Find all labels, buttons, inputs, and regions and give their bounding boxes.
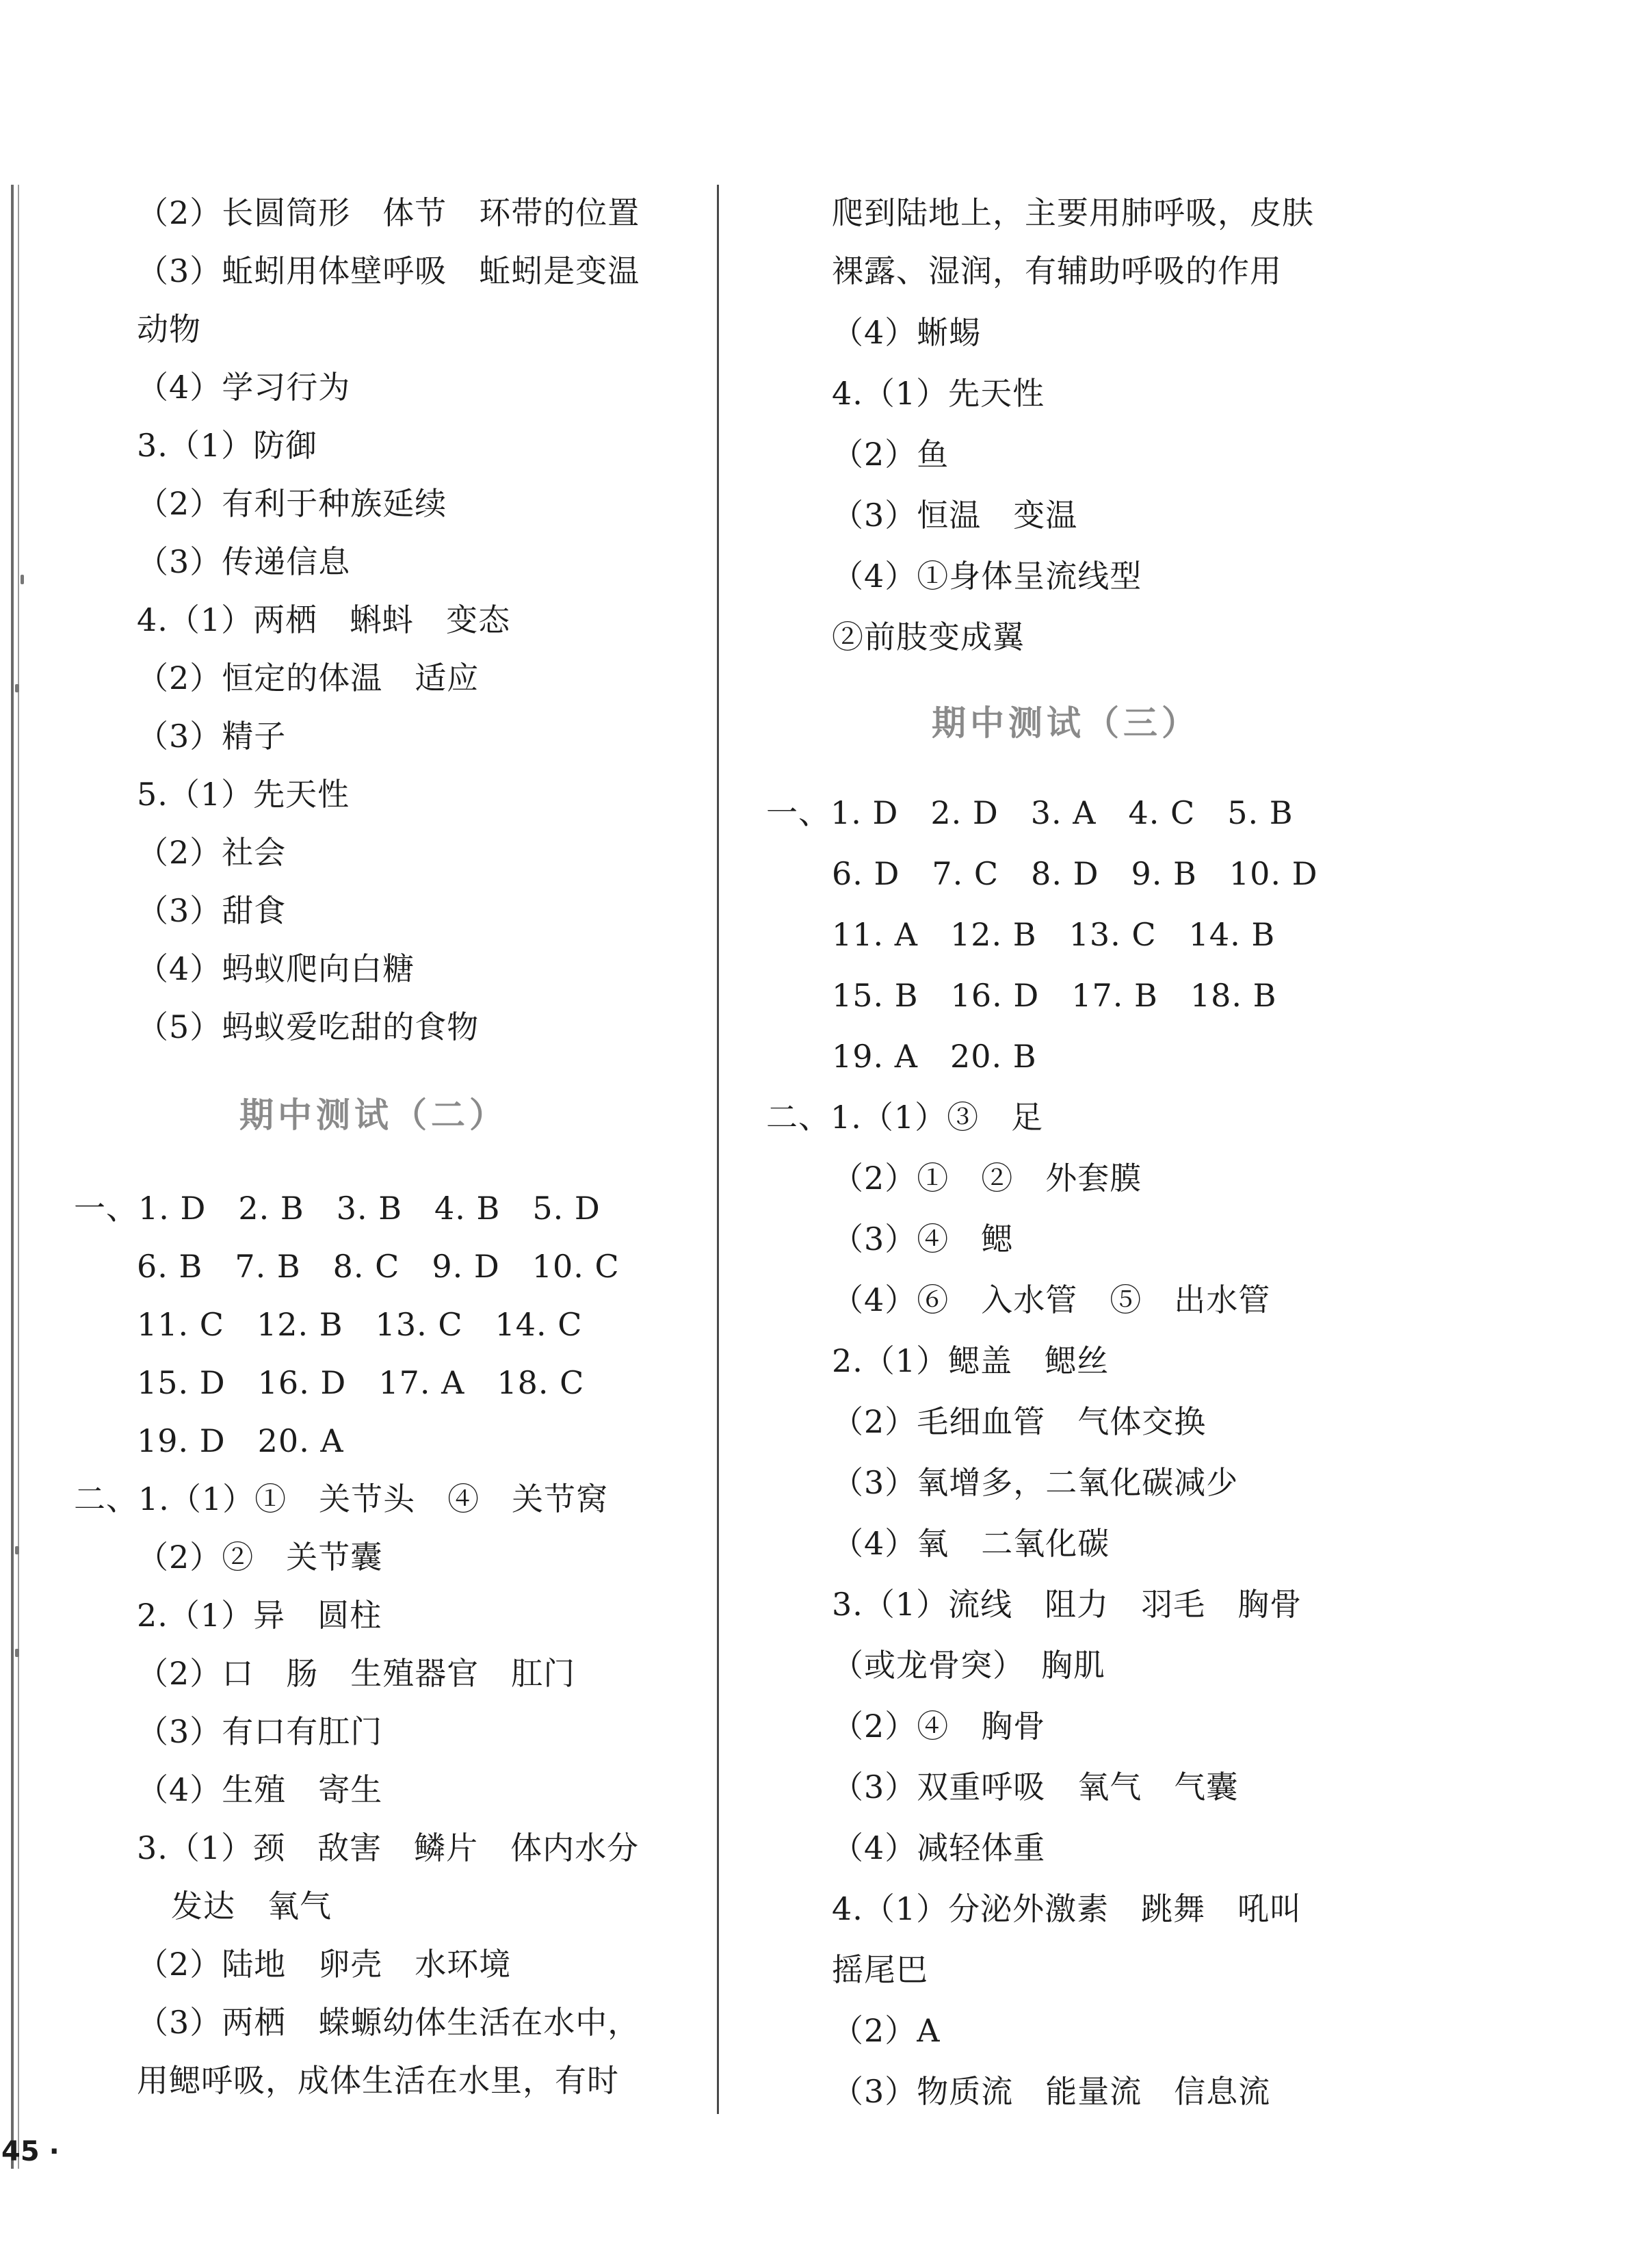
answer-line: ②前肢变成翼 <box>832 618 1025 655</box>
answer-line: （4）蚂蚁爬向白糖 <box>137 950 415 987</box>
answer-line: （4）⑥ 入水管 ⑤ 出水管 <box>832 1281 1271 1318</box>
column-divider <box>717 185 719 2114</box>
answer-line: 4.（1）两栖 蝌蚪 变态 <box>137 601 511 638</box>
scan-speck <box>15 1546 19 1554</box>
answer-line: （4）减轻体重 <box>832 1829 1046 1866</box>
answer-line: （3）物质流 能量流 信息流 <box>832 2073 1271 2110</box>
answer-line: （3）精子 <box>137 718 287 755</box>
answer-line: 6. D 7. C 8. D 9. B 10. D <box>832 855 1318 892</box>
answer-line: 11. C 12. B 13. C 14. C <box>137 1306 583 1343</box>
scan-speck <box>15 684 19 692</box>
answer-line: 一、1. D 2. B 3. B 4. B 5. D <box>74 1190 601 1227</box>
answer-line: 2.（1）异 圆柱 <box>137 1597 382 1634</box>
answer-line: 19. D 20. A <box>137 1422 344 1459</box>
section-heading-midterm-2: 期中测试（二） <box>239 1095 508 1135</box>
answer-line: 4.（1）先天性 <box>832 375 1045 412</box>
scan-speck <box>15 1649 19 1657</box>
answer-line: 发达 氧气 <box>171 1888 332 1925</box>
answer-line: 4.（1）分泌外激素 跳舞 吼叫 <box>832 1890 1302 1927</box>
answer-line: （2）社会 <box>137 834 287 871</box>
answer-line: （或龙骨突） 胸肌 <box>832 1647 1105 1684</box>
answer-line: （3）④ 鳃 <box>832 1221 1014 1257</box>
answer-line: （2）陆地 卵壳 水环境 <box>137 1946 512 1983</box>
binding-margin-rule-inner <box>18 185 19 2169</box>
answer-line: 3.（1）防御 <box>137 427 318 464</box>
answer-line: 二、1.（1）① 关节头 ④ 关节窝 <box>74 1480 609 1517</box>
answer-line: 裸露、湿润，有辅助呼吸的作用 <box>832 252 1282 289</box>
answer-line: （2）A <box>832 2012 941 2049</box>
answer-line: （2）长圆筒形 体节 环带的位置 <box>137 194 640 231</box>
answer-line: （3）两栖 蝾螈幼体生活在水中， <box>137 2004 640 2041</box>
answer-line: 用鳃呼吸，成体生活在水里，有时 <box>137 2062 619 2099</box>
answer-line: （3）甜食 <box>137 892 287 929</box>
answer-line: （2）② 关节囊 <box>137 1539 383 1576</box>
answer-line: 二、1.（1）③ 足 <box>766 1099 1044 1136</box>
answer-line: （3）恒温 变温 <box>832 497 1078 534</box>
answer-line: （2）① ② 外套膜 <box>832 1160 1142 1197</box>
answer-line: 一、1. D 2. D 3. A 4. C 5. B <box>766 794 1294 831</box>
answer-line: （4）①身体呈流线型 <box>832 558 1142 595</box>
answer-line: 3.（1）颈 敌害 鳞片 体内水分 <box>137 1829 640 1866</box>
answer-line: （3）氧增多，二氧化碳减少 <box>832 1464 1239 1501</box>
answer-line: 3.（1）流线 阻力 羽毛 胸骨 <box>832 1586 1302 1623</box>
answer-line: （3）传递信息 <box>137 543 351 580</box>
answer-line: （2）毛细血管 气体交换 <box>832 1403 1207 1440</box>
answer-line: 6. B 7. B 8. C 9. D 10. C <box>137 1248 620 1285</box>
answer-line: 15. D 16. D 17. A 18. C <box>137 1364 585 1401</box>
answer-line: （2）口 肠 生殖器官 肛门 <box>137 1655 576 1692</box>
answer-line: 11. A 12. B 13. C 14. B <box>832 916 1276 953</box>
answer-line: 19. A 20. B <box>832 1038 1037 1075</box>
binding-margin-rule <box>11 185 14 2169</box>
answer-line: （3）蚯蚓用体壁呼吸 蚯蚓是变温 <box>137 252 640 289</box>
answer-line: （4）生殖 寄生 <box>137 1771 383 1808</box>
answer-line: （2）④ 胸骨 <box>832 1708 1046 1745</box>
answer-line: （5）蚂蚁爱吃甜的食物 <box>137 1008 480 1045</box>
answer-line: 5.（1）先天性 <box>137 776 350 813</box>
answer-line: （4）氧 二氧化碳 <box>832 1525 1110 1562</box>
answer-line: 15. B 16. D 17. B 18. B <box>832 977 1277 1014</box>
answer-line: （2）有利于种族延续 <box>137 485 447 522</box>
answer-line: （4）学习行为 <box>137 369 351 406</box>
answer-line: （3）双重呼吸 氧气 气囊 <box>832 1769 1239 1805</box>
answer-line: 2.（1）鳃盖 鳃丝 <box>832 1342 1110 1379</box>
answer-line: （2）鱼 <box>832 436 949 473</box>
answer-line: （4）蜥蜴 <box>832 314 982 351</box>
page-number: 45 · <box>1 2136 60 2167</box>
answer-line: 爬到陆地上，主要用肺呼吸，皮肤 <box>832 194 1314 231</box>
section-heading-midterm-3: 期中测试（三） <box>932 703 1200 743</box>
answer-line: （2）恒定的体温 适应 <box>137 660 480 696</box>
answer-line: 摇尾巴 <box>832 1951 928 1988</box>
answer-line: 动物 <box>137 311 201 348</box>
scan-speck <box>21 575 24 584</box>
answer-line: （3）有口有肛门 <box>137 1713 383 1750</box>
